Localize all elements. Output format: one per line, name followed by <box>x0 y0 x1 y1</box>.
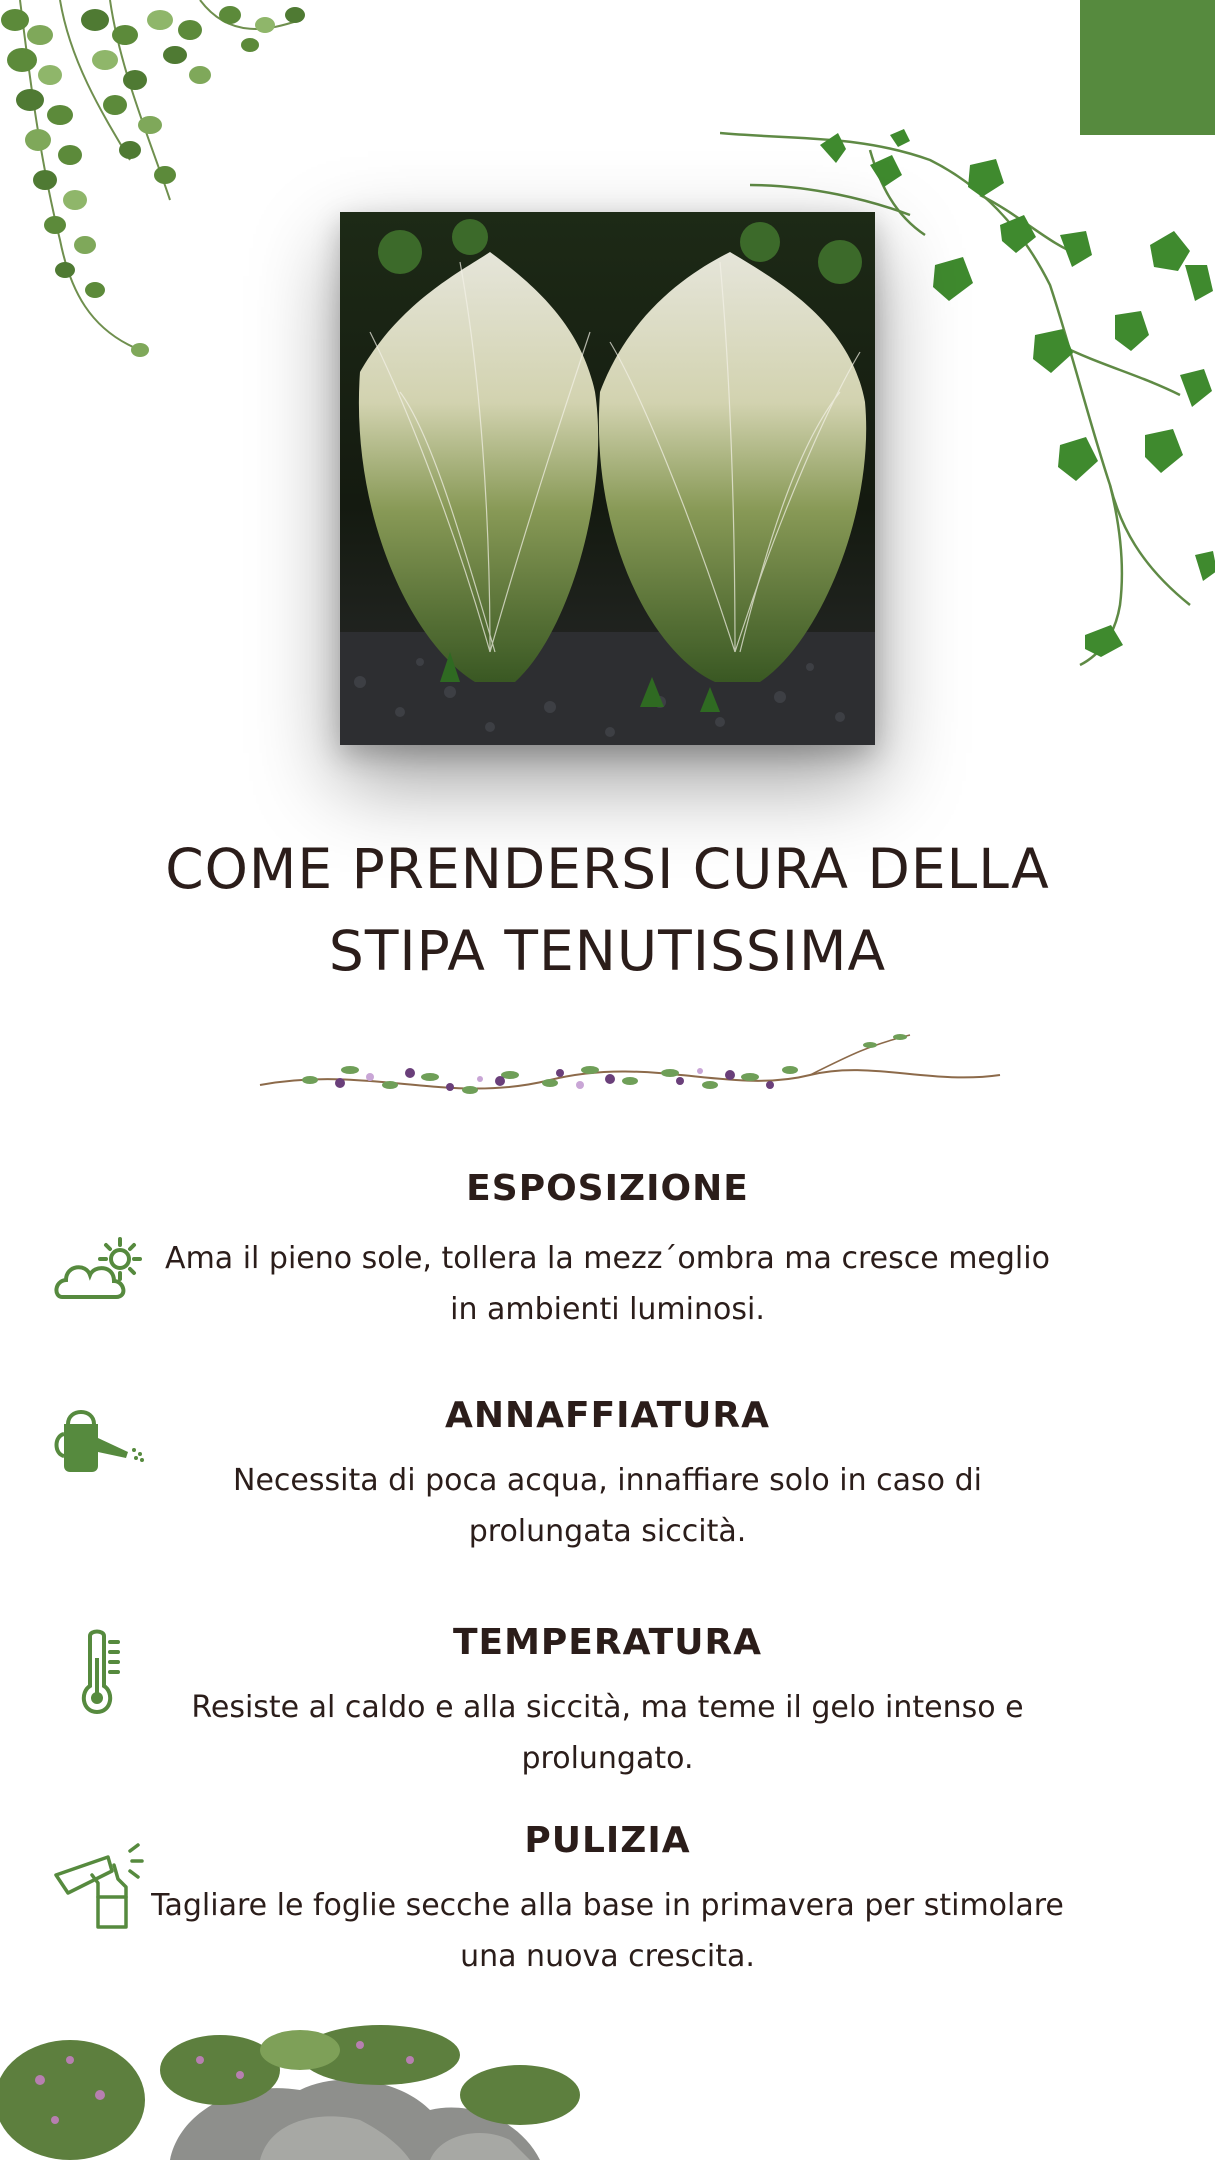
thermometer-icon <box>52 1628 152 1728</box>
care-text-watering: Necessita di poca acqua, innaffiare solo in caso di prolungata siccità. <box>233 1463 982 1549</box>
cloud-sun-icon <box>52 1225 152 1325</box>
care-text-exposure: Ama il pieno sole, tollera la mezz´ombra ma cresce meglio in ambienti luminosi. <box>165 1241 1050 1327</box>
page-title <box>60 828 1155 992</box>
care-heading-watering: ANNAFFIATURA <box>445 1395 770 1436</box>
care-text-cleaning: Tagliare le foglie secche alla base in primavera per stimolare una nuova crescita. <box>151 1888 1064 1974</box>
corner-accent-block <box>1080 0 1215 135</box>
care-text-temperature: Resiste al caldo e alla siccità, ma teme il gelo intenso e prolungato. <box>191 1690 1024 1776</box>
title-line-2: STIPA TENUTISSIMA <box>328 919 887 983</box>
care-heading-exposure: ESPOSIZIONE <box>466 1168 749 1209</box>
bushes-and-rocks-decoration <box>0 2000 660 2160</box>
spray-bottle-icon <box>52 1835 152 1935</box>
care-heading-cleaning: PULIZIA <box>524 1820 691 1861</box>
care-heading-temperature: TEMPERATURA <box>452 1622 763 1663</box>
ivy-top-left-decoration <box>0 0 370 370</box>
floral-vine-divider <box>250 1015 1010 1135</box>
watering-can-icon <box>52 1402 152 1502</box>
title-line-1: COME PRENDERSI CURA DELLA <box>165 837 1050 901</box>
stipa-tenuissima-photo <box>340 212 875 745</box>
